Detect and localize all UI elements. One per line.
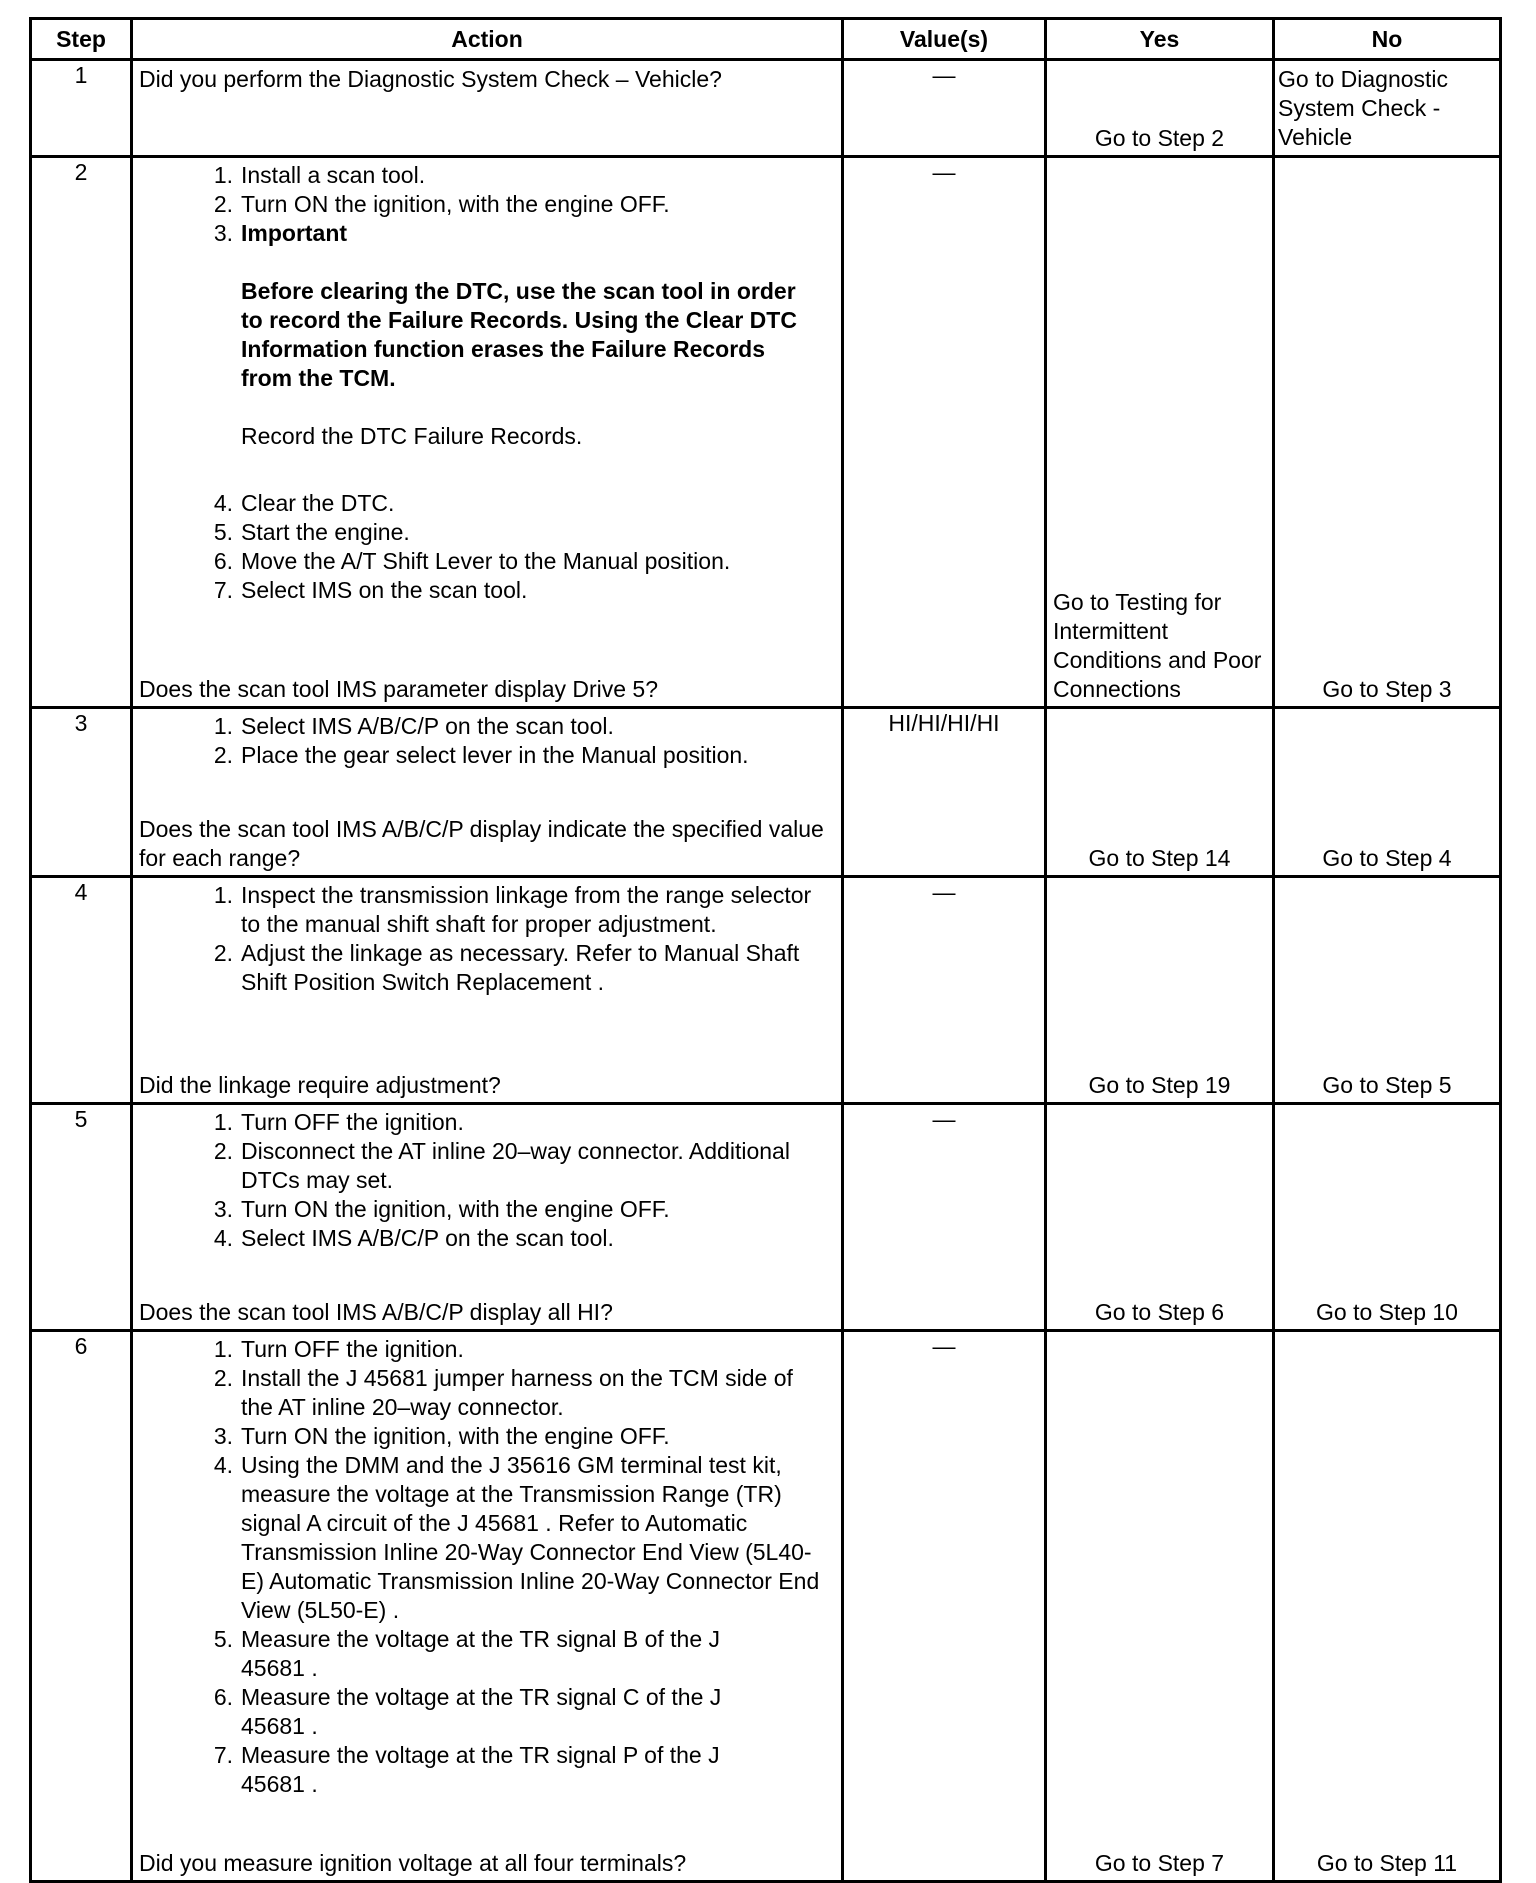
list-item: 6 . Measure the voltage at the TR signal C of the J 45681 . — [139, 1683, 835, 1741]
yes-cell — [1046, 708, 1274, 877]
value-cell: — — [843, 1331, 1046, 1882]
diagnostic-table — [29, 17, 1502, 1883]
header-step: Step — [31, 19, 132, 60]
table-row — [31, 1104, 1501, 1331]
list-item: 1 . Turn OFF the ignition. — [139, 1335, 835, 1364]
no-cell — [1274, 708, 1501, 877]
header-values: Value(s) — [843, 19, 1046, 60]
header-action: Action — [132, 19, 843, 60]
table-row — [31, 157, 1501, 708]
list-item: 3 . Important — [139, 219, 835, 248]
step-number: 6 — [31, 1331, 132, 1882]
no-link[interactable]: Go to Step 3 — [1322, 676, 1452, 702]
list-item: 1 . Install a scan tool. — [139, 161, 835, 190]
important-note: Record the DTC Failure Records. — [241, 423, 583, 449]
list-item: 2 . Install the J 45681 jumper harness on the TCM side of the AT inline 20–way connector. — [139, 1364, 835, 1422]
no-link[interactable]: Go to Diagnostic System Check - Vehicle — [1278, 66, 1449, 150]
action-question: Does the scan tool IMS A/B/C/P display indicate the specified value for each range? — [139, 816, 824, 871]
step-number: 3 — [31, 708, 132, 877]
no-link[interactable]: Go to Step 5 — [1322, 1072, 1452, 1098]
table-row — [31, 877, 1501, 1104]
action-steps — [139, 712, 835, 770]
yes-link[interactable]: Go to Step 19 — [1088, 1072, 1231, 1098]
list-item: 2 . Adjust the linkage as necessary. Refer to Manual Shaft Shift Position Switch Replacement . — [139, 939, 835, 997]
action-cell — [132, 1331, 843, 1882]
no-link[interactable]: Go to Step 10 — [1316, 1299, 1458, 1325]
list-item: 7 . Measure the voltage at the TR signal P of the J 45681 . — [139, 1741, 835, 1799]
yes-link[interactable]: Go to Testing for Intermittent Conditions and Poor Connections — [1053, 589, 1262, 702]
action-steps — [139, 1335, 835, 1799]
no-cell — [1274, 60, 1501, 157]
list-item: 3 . Turn ON the ignition, with the engine OFF. — [139, 1422, 835, 1451]
yes-cell — [1046, 877, 1274, 1104]
yes-cell — [1046, 157, 1274, 708]
no-link[interactable]: Go to Step 11 — [1316, 1850, 1458, 1876]
step-number: 5 — [31, 1104, 132, 1331]
value-cell: — — [843, 1104, 1046, 1331]
list-item: 2 . Turn ON the ignition, with the engine OFF. — [139, 190, 835, 219]
list-item: 1 . Inspect the transmission linkage from the range selector to the manual shift shaft for proper adjustment. — [139, 881, 835, 939]
list-item: 7 . Select IMS on the scan tool. — [139, 576, 835, 605]
important-body: Before clearing the DTC, use the scan tool in order to record the Failure Records. Using the Clear DTC Information function erases the Failure Records from the TCM. — [241, 278, 797, 391]
yes-link[interactable]: Go to Step 14 — [1088, 845, 1231, 871]
action-question: Did the linkage require adjustment? — [139, 1072, 501, 1098]
value-cell: — — [843, 60, 1046, 157]
table-row — [31, 708, 1501, 877]
no-cell — [1274, 877, 1501, 1104]
header-yes: Yes — [1046, 19, 1274, 60]
step-number: 2 — [31, 157, 132, 708]
action-cell — [132, 1104, 843, 1331]
yes-link[interactable]: Go to Step 7 — [1094, 1850, 1225, 1876]
no-cell — [1274, 157, 1501, 708]
action-cell — [132, 877, 843, 1104]
list-item: 4 . Clear the DTC. — [139, 489, 835, 518]
action-steps — [139, 1108, 835, 1253]
list-item: 1 . Select IMS A/B/C/P on the scan tool. — [139, 712, 835, 741]
yes-cell — [1046, 1104, 1274, 1331]
list-item: 2 . Place the gear select lever in the Manual position. — [139, 741, 835, 770]
action-steps — [139, 881, 835, 997]
table-row — [31, 60, 1501, 157]
step-number: 1 — [31, 60, 132, 157]
action-cell — [132, 60, 843, 157]
no-cell — [1274, 1104, 1501, 1331]
list-item: 4 . Using the DMM and the J 35616 GM terminal test kit, measure the voltage at the Transmission Range (TR) signal A circuit of the J 45681 . Refer to Automatic Transmission Inline 20-Way Connector End View (5L40-E) Automatic Transmission Inline 20-Way Connector End View (5L50-E) . — [139, 1451, 835, 1625]
action-steps — [139, 489, 835, 605]
list-item: 5 . Start the engine. — [139, 518, 835, 547]
yes-link[interactable]: Go to Step 2 — [1094, 125, 1225, 151]
no-cell — [1274, 1331, 1501, 1882]
list-item: 4 . Select IMS A/B/C/P on the scan tool. — [139, 1224, 835, 1253]
value-cell: — — [843, 877, 1046, 1104]
no-link[interactable]: Go to Step 4 — [1322, 845, 1452, 871]
yes-cell — [1046, 60, 1274, 157]
header-no: No — [1274, 19, 1501, 60]
action-question: Does the scan tool IMS parameter display Drive 5? — [139, 676, 659, 702]
list-item: 5 . Measure the voltage at the TR signal B of the J 45681 . — [139, 1625, 835, 1683]
list-item: 3 . Turn ON the ignition, with the engine OFF. — [139, 1195, 835, 1224]
action-question: Does the scan tool IMS A/B/C/P display all HI? — [139, 1299, 613, 1325]
list-item: 1 . Turn OFF the ignition. — [139, 1108, 835, 1137]
list-item: 2 . Disconnect the AT inline 20–way connector. Additional DTCs may set. — [139, 1137, 835, 1195]
action-question: Did you measure ignition voltage at all four terminals? — [139, 1850, 687, 1876]
list-item: 6 . Move the A/T Shift Lever to the Manual position. — [139, 547, 835, 576]
yes-cell — [1046, 1331, 1274, 1882]
yes-link[interactable]: Go to Step 6 — [1094, 1299, 1225, 1325]
header-row — [31, 19, 1501, 60]
value-cell: HI/HI/HI/HI — [843, 708, 1046, 877]
important-title: Important — [241, 220, 348, 246]
action-cell — [132, 708, 843, 877]
action-question: Did you perform the Diagnostic System Check – Vehicle? — [139, 66, 722, 92]
table-row — [31, 1331, 1501, 1882]
step-number: 4 — [31, 877, 132, 1104]
action-steps — [139, 161, 835, 248]
value-cell: — — [843, 157, 1046, 708]
action-cell — [132, 157, 843, 708]
